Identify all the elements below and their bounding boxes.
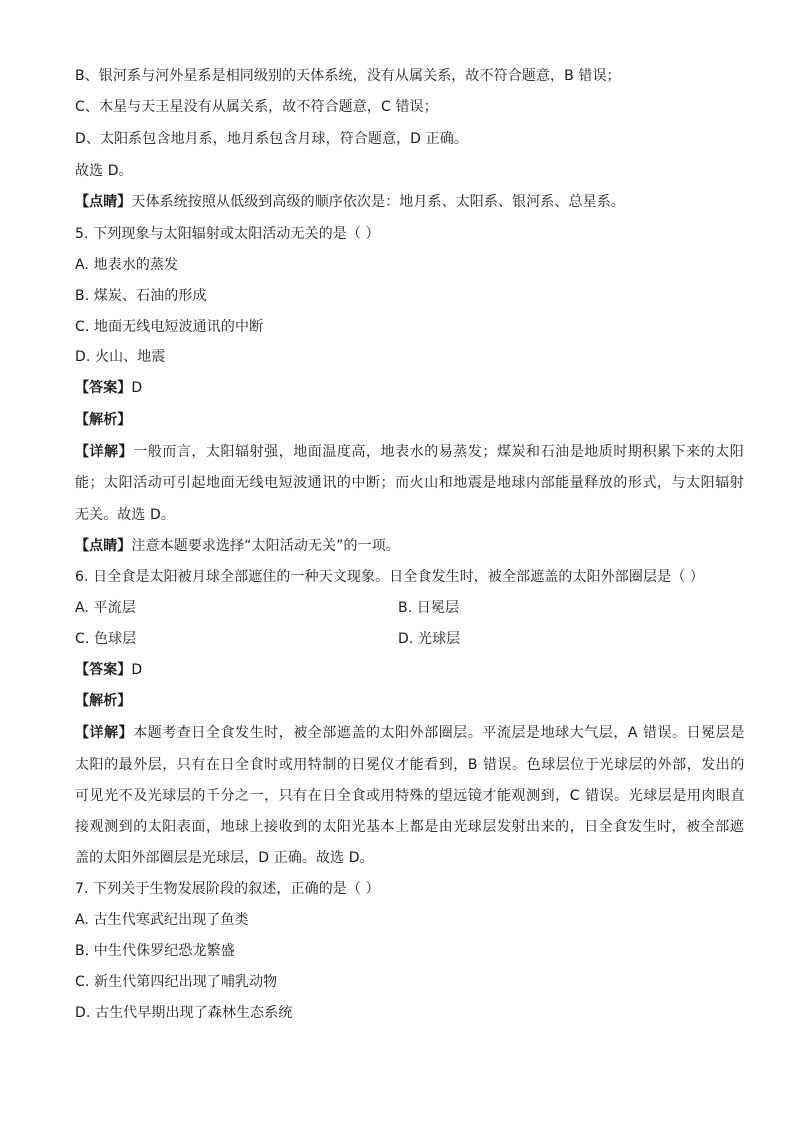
q5-option-a: A. 地表水的蒸发 xyxy=(75,257,179,273)
q6-option-a: A. 平流层 xyxy=(75,600,136,616)
q5-answer-line xyxy=(75,378,142,398)
q5-analysis-tag xyxy=(75,410,131,430)
answer-value: D xyxy=(131,662,143,678)
q5-note-line xyxy=(75,536,400,556)
q5-option-c: C. 地面无线电短波通讯的中断 xyxy=(75,319,264,335)
q6-detail-line-5: 盖的太阳外部圈层是光球层，D 正确。故选 D。 xyxy=(75,850,374,866)
answer-tag: 【答案】 xyxy=(75,380,132,396)
q6-detail-line-1 xyxy=(75,723,745,743)
answer-tag: 【答案】 xyxy=(75,662,132,678)
q5-option-d: D. 火山、地震 xyxy=(75,349,166,365)
note-tag: 【点睛】 xyxy=(75,194,132,210)
note-tag: 【点睛】 xyxy=(75,538,132,554)
q7-option-c: C. 新生代第四纪出现了哺乳动物 xyxy=(75,974,278,990)
answer-value: D xyxy=(131,380,143,396)
q6-detail-line-4: 接观测到的太阳表面，地球上接收到的太阳光基本上都是由光球层发射出来的，日全食发生时，被全部遮 xyxy=(75,819,745,835)
q6-option-c: C. 色球层 xyxy=(75,631,137,647)
q5-detail-line-3: 无关。故选 D。 xyxy=(75,507,176,523)
analysis-tag: 【解析】 xyxy=(75,693,132,709)
detail-text: 本题考查日全食发生时，被全部遮盖的太阳外部圈层。平流层是地球大气层，A 错误。日冕层是 xyxy=(133,725,745,741)
q7-option-a: A. 古生代寒武纪出现了鱼类 xyxy=(75,912,249,928)
detail-tag: 【详解】 xyxy=(75,725,134,741)
detail-tag: 【详解】 xyxy=(75,444,134,460)
q7-option-b: B. 中生代侏罗纪恐龙繁盛 xyxy=(75,943,235,959)
note-text: 天体系统按照从低级到高级的顺序依次是：地月系、太阳系、银河系、总星系。 xyxy=(131,194,625,210)
q6-answer-line xyxy=(75,660,142,680)
line-d-explanation: D、太阳系包含地月系，地月系包含月球，符合题意，D 正确。 xyxy=(75,131,468,147)
q6-analysis-tag xyxy=(75,691,131,711)
line-c-explanation: C、木星与天王星没有从属关系，故不符合题意，C 错误； xyxy=(75,99,438,115)
q6-detail-line-3: 可见光不及光球层的千分之一，只有在日全食或用特殊的望远镜才能观测到，C 错误。光球层是用肉眼直 xyxy=(75,788,746,804)
q6-detail-line-2: 太阳的最外层，只有在日全食时或用特制的日冕仪才能看到，B 错误。色球层位于光球层的外部，发出的 xyxy=(75,757,745,773)
q6-option-d: D. 光球层 xyxy=(398,631,461,647)
note-line xyxy=(75,192,625,212)
q5-option-b: B. 煤炭、石油的形成 xyxy=(75,288,207,304)
q6-stem: 6. 日全食是太阳被月球全部遮住的一种天文现象。日全食发生时，被全部遮盖的太阳外部圈层是（ ） xyxy=(75,569,704,585)
detail-text: 一般而言，太阳辐射强，地面温度高，地表水的易蒸发；煤炭和石油是地质时期积累下来的太阳 xyxy=(133,444,745,460)
line-b-explanation: B、银河系与河外星系是相同级别的天体系统，没有从属关系，故不符合题意，B 错误； xyxy=(75,68,621,84)
line-choice: 故选 D。 xyxy=(75,163,133,179)
analysis-tag: 【解析】 xyxy=(75,412,132,428)
q6-option-b: B. 日冕层 xyxy=(398,600,460,616)
q7-stem: 7. 下列关于生物发展阶段的叙述，正确的是（ ） xyxy=(75,881,380,897)
q5-detail-line-1 xyxy=(75,442,744,462)
q7-option-d: D. 古生代早期出现了森林生态系统 xyxy=(75,1005,293,1021)
note-text: 注意本题要求选择“太阳活动无关”的一项。 xyxy=(131,538,400,554)
q5-stem: 5. 下列现象与太阳辐射或太阳活动无关的是（ ） xyxy=(75,226,380,242)
q5-detail-line-2: 能；太阳活动可引起地面无线电短波通讯的中断；而火山和地震是地球内部能量释放的形式，与太阳辐射 xyxy=(75,475,745,491)
